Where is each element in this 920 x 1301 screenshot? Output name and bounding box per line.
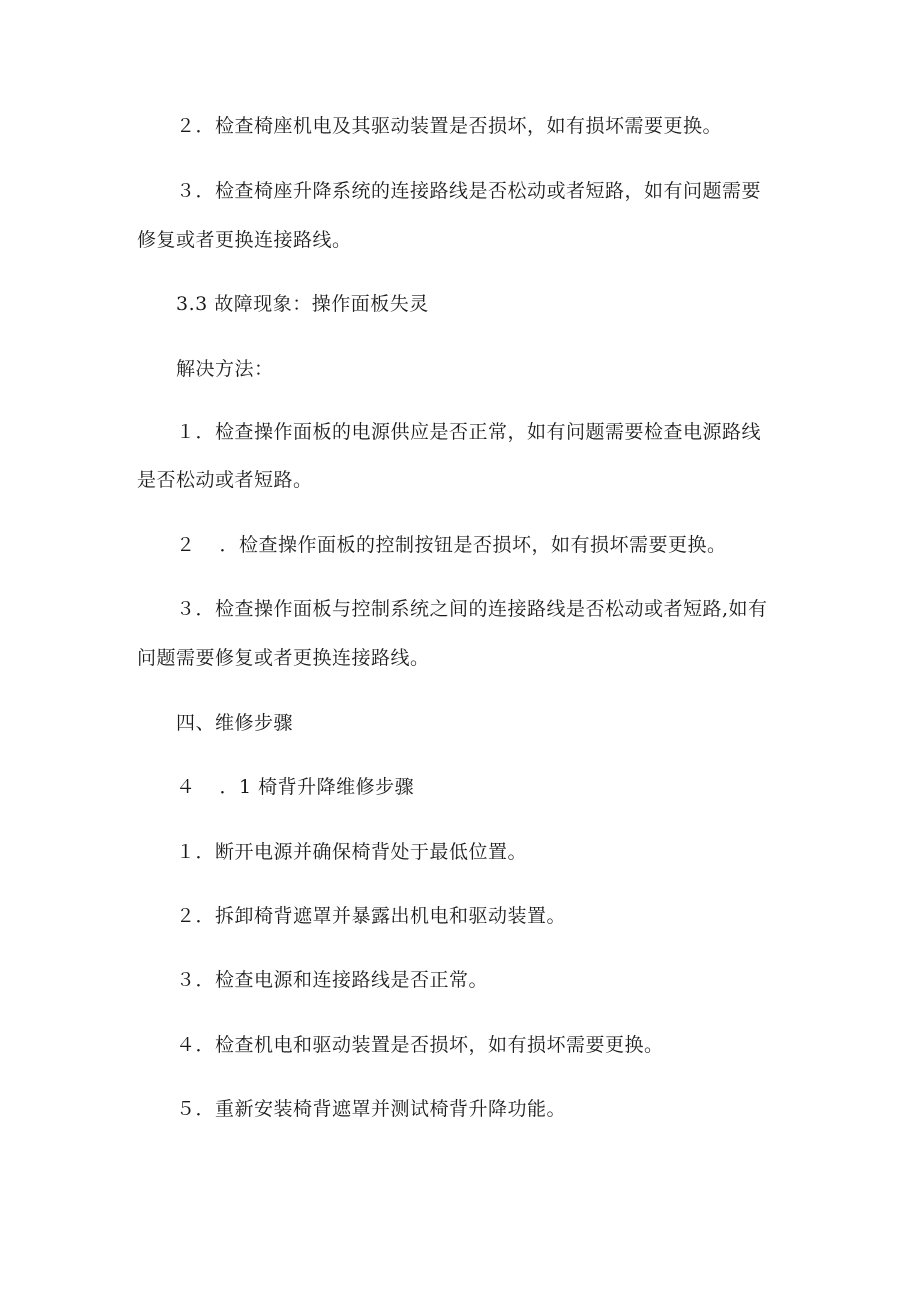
step-text: ．检查操作面板的控制按钮是否损坏，如有损坏需要更换。 — [219, 534, 727, 556]
step-2-check-panel-buttons — [176, 533, 727, 557]
section-3-3-heading: 3.3 故障现象：操作面板失灵 — [176, 293, 429, 315]
solution-label: 解决方法： — [176, 358, 274, 380]
repair-step-5: ５．重新安装椅背遮罩并测试椅背升降功能。 — [176, 1098, 567, 1120]
step-2-check-seat-motor: ２．检查椅座机电及其驱动装置是否损坏，如有损坏需要更换。 — [176, 115, 723, 137]
section-4-heading: 四、维修步骤 — [176, 712, 294, 734]
repair-step-2: ２．拆卸椅背遮罩并暴露出机电和驱动装置。 — [176, 905, 567, 927]
section-title: ．1 椅背升降维修步骤 — [219, 776, 415, 798]
repair-step-3: ３．检查电源和连接路线是否正常。 — [176, 969, 489, 991]
step-3-check-seat-wiring-line2: 修复或者更换连接路线。 — [137, 229, 352, 251]
step-number: ２ — [176, 534, 196, 556]
step-3-check-panel-wiring-line2: 问题需要修复或者更换连接路线。 — [137, 647, 430, 669]
repair-step-1: １．断开电源并确保椅背处于最低位置。 — [176, 841, 528, 863]
section-number: ４ — [176, 776, 196, 798]
step-1-check-panel-power-line1: １．检查操作面板的电源供应是否正常，如有问题需要检查电源路线 — [176, 421, 762, 443]
section-4-1-heading — [176, 775, 414, 799]
step-3-check-seat-wiring-line1: ３．检查椅座升降系统的连接路线是否松动或者短路，如有问题需要 — [176, 180, 762, 202]
repair-step-4: ４．检查机电和驱动装置是否损坏，如有损坏需要更换。 — [176, 1034, 664, 1056]
step-3-check-panel-wiring-line1: ３．检查操作面板与控制系统之间的连接路线是否松动或者短路,如有 — [176, 598, 768, 620]
step-1-check-panel-power-line2: 是否松动或者短路。 — [137, 469, 313, 491]
